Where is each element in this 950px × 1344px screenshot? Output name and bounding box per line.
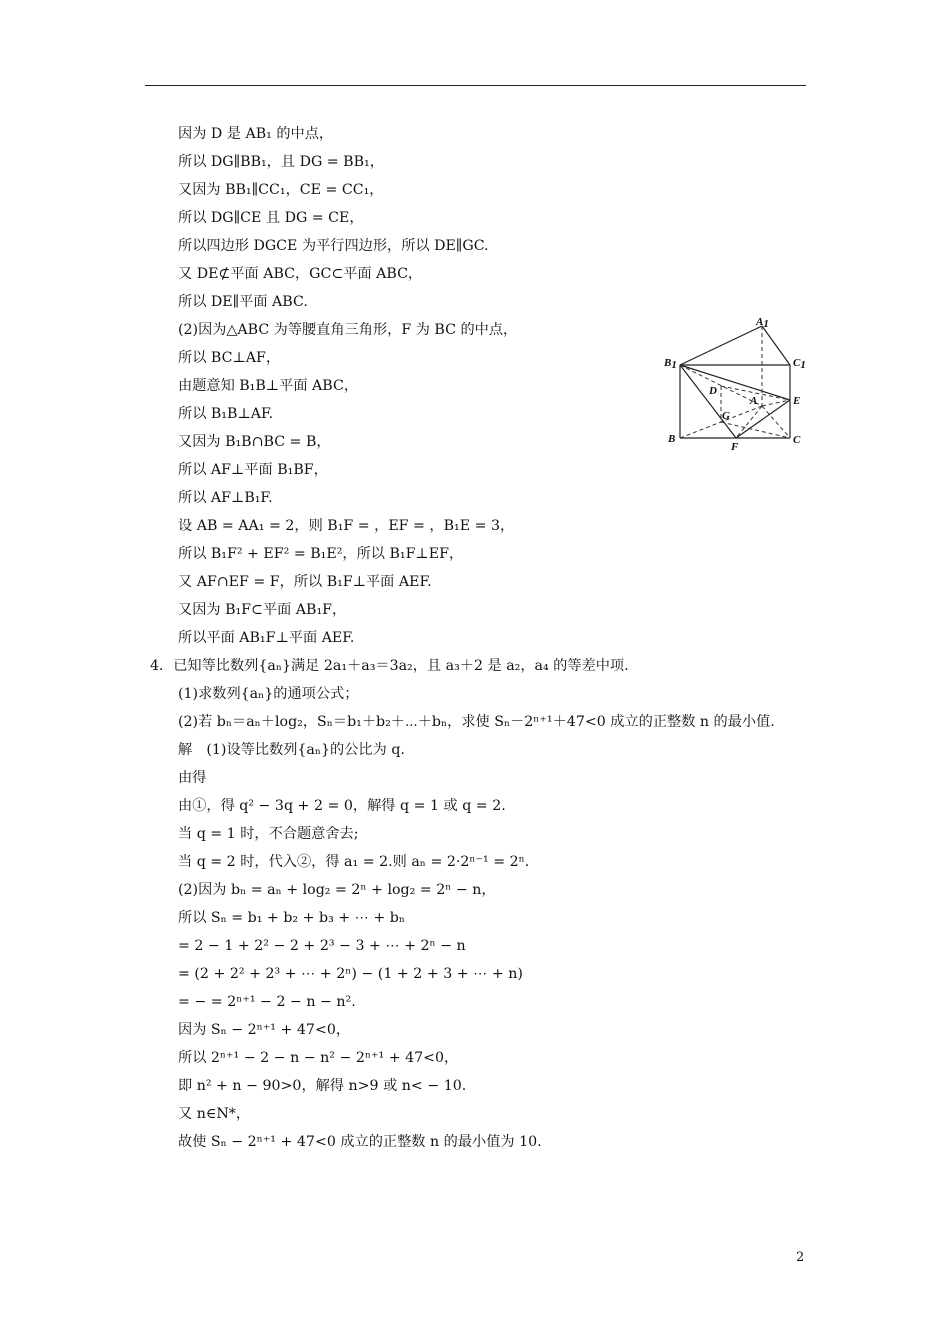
text-line: 所以 AF⊥B₁F. [178,490,273,506]
edge-b1-a1 [680,326,762,365]
segment-b1-e [680,365,790,400]
text-line: 故使 Sₙ − 2ⁿ⁺¹ + 47<0 成立的正整数 n 的最小值为 10. [178,1134,542,1150]
label-b: B [668,433,676,445]
solution-heading: 解 (1)设等比数列{aₙ}的公比为 q. [178,742,405,758]
text-line: 即 n² + n − 90>0，解得 n>9 或 n< − 10. [178,1078,467,1094]
text-line: 所以 Sₙ = b₁ + b₂ + b₃ + ⋯ + bₙ [178,910,405,926]
label-c: C [793,434,801,446]
text-line: 又因为 B₁B∩BC = B， [178,434,331,450]
text-line: 由题意知 B₁B⊥平面 ABC， [178,378,359,394]
text-line: (2)因为△ABC 为等腰直角三角形，F 为 BC 的中点， [178,322,518,338]
text-line: 所以四边形 DGCE 为平行四边形，所以 DE∥GC. [178,238,489,254]
text-line: 设 AB = AA₁ = 2，则 B₁F = ，EF = ，B₁E = 3， [178,518,515,534]
label-d: D [709,385,717,397]
text-line: 所以 B₁F² + EF² = B₁E²，所以 B₁F⊥EF， [178,546,464,562]
text-line: 所以 DG∥CE 且 DG = CE， [178,210,364,226]
text-line: 所以 AF⊥平面 B₁BF， [178,462,328,478]
text-line: 由①，得 q² − 3q + 2 = 0，解得 q = 1 或 q = 2. [178,798,506,814]
text-line: 所以 DE∥平面 ABC. [178,294,308,310]
text-line: 又因为 BB₁∥CC₁，CE = CC₁， [178,182,384,198]
text-line: = (2 + 2² + 2³ + ⋯ + 2ⁿ) − (1 + 2 + 3 + ⋯ + n) [178,966,523,982]
header-rule [145,85,806,86]
text-line: 当 q = 2 时，代入②，得 a₁ = 2.则 aₙ = 2·2ⁿ⁻¹ = 2ⁿ. [178,854,530,870]
text-line: 所以 DG∥BB₁，且 DG = BB₁， [178,154,384,170]
text-line: (2)因为 bₙ = aₙ + log₂ = 2ⁿ + log₂ = 2ⁿ − n， [178,882,496,898]
text-line: = − = 2ⁿ⁺¹ − 2 − n − n². [178,994,356,1010]
edge-a1-c1 [762,326,790,365]
text-line: 当 q = 1 时，不合题意舍去; [178,826,359,842]
text-line: 由得 [178,770,207,786]
label-e: E [793,395,801,407]
text-line: 所以 2ⁿ⁺¹ − 2 − n − n² − 2ⁿ⁺¹ + 47<0， [178,1050,459,1066]
text-line: 因为 D 是 AB₁ 的中点， [178,126,334,142]
text-line: 又 AF∩EF = F，所以 B₁F⊥平面 AEF. [178,574,432,590]
text-line: (1)求数列{aₙ}的通项公式； [178,686,359,702]
page-number: 2 [796,1250,805,1265]
text-line: (2)若 bₙ＝aₙ＋log₂，Sₙ＝b₁＋b₂＋⋯＋bₙ，求使 Sₙ－2ⁿ⁺¹＋47<0 成立的正整数 n 的最小值. [178,714,775,730]
text-line: 所以 BC⊥AF， [178,350,281,366]
label-b1: B1 [664,357,677,371]
prism-figure [664,316,814,456]
label-a1: A1 [756,316,769,330]
text-line: 因为 Sₙ − 2ⁿ⁺¹ + 47<0， [178,1022,351,1038]
text-line: 又因为 B₁F⊂平面 AB₁F， [178,602,347,618]
text-line: = 2 − 1 + 2² − 2 + 2³ − 3 + ⋯ + 2ⁿ − n [178,938,466,954]
text-line: 所以平面 AB₁F⊥平面 AEF. [178,630,355,646]
label-g: G [722,410,730,422]
text-line: 又 n∈N*， [178,1106,251,1122]
label-c1: C1 [793,357,806,371]
problem-4-statement: 4．已知等比数列{aₙ}满足 2a₁＋a₃＝3a₂，且 a₃＋2 是 a₂，a₄ 的等差中项. [150,658,629,674]
label-a: A [750,395,758,407]
label-f: F [731,441,739,453]
text-line: 又 DE⊄平面 ABC，GC⊂平面 ABC， [178,266,423,282]
text-line: 所以 B₁B⊥AF. [178,406,274,422]
hidden-edge-a-c [762,406,790,438]
